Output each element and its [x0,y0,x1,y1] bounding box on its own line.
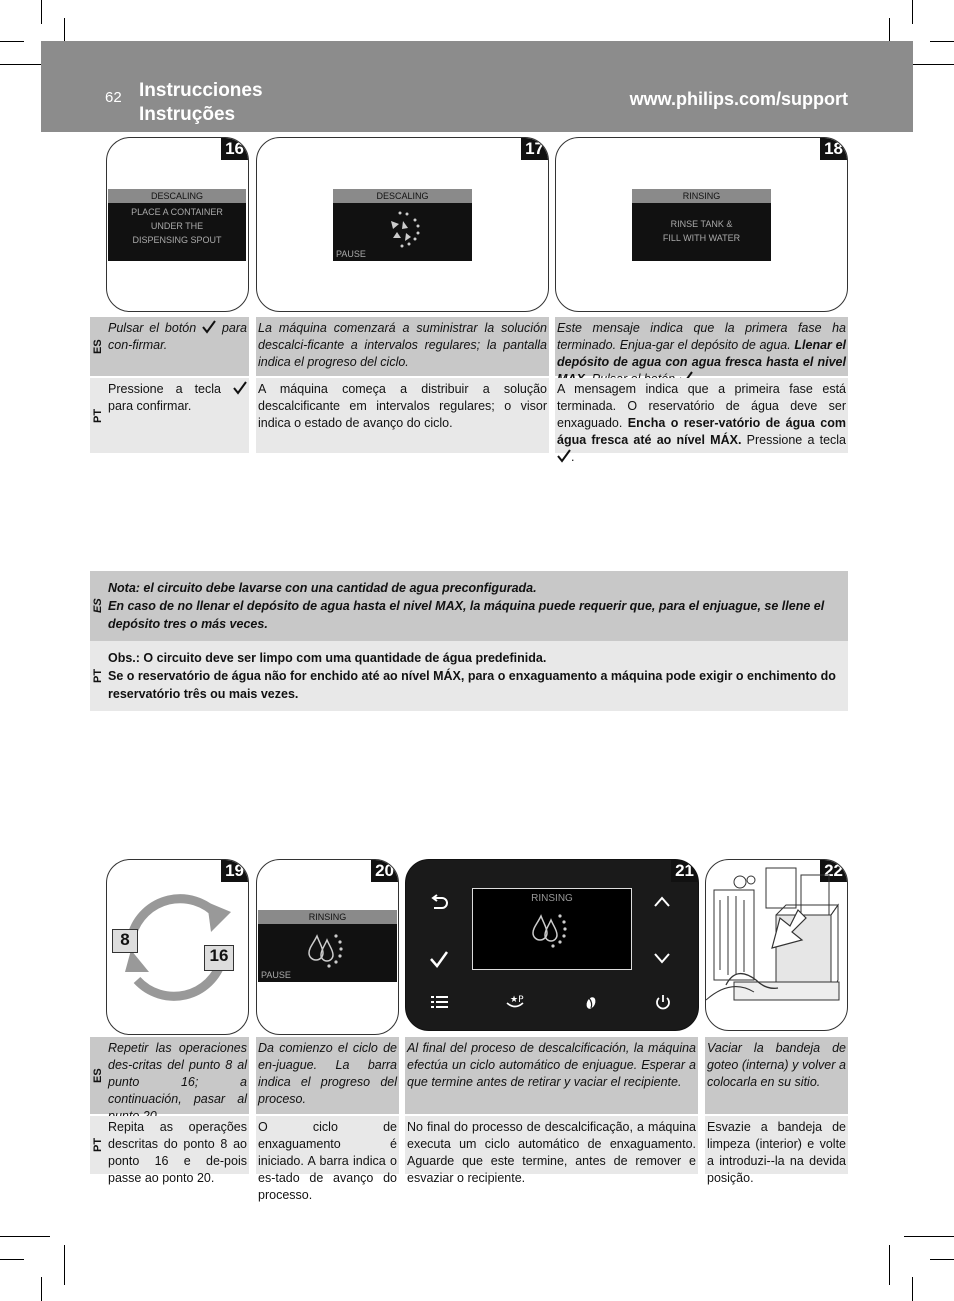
step-18-panel [555,137,848,312]
display-screen [333,189,472,261]
step-number: 18 [820,138,847,160]
confirm-check-icon[interactable] [428,948,450,970]
descaling-progress-icon [378,204,428,254]
crop-mark [904,1236,954,1237]
step-16-text-es: Pulsar el botón para con-firmar. [106,317,249,376]
step-number: 17 [521,138,548,160]
page-number: 62 [105,89,122,106]
step-17-text-pt: A máquina começa a distribuir a solução descalcificante em intervalos regulares; o visor indica o estado de avanço do ciclo. [256,378,549,453]
crop-mark [41,1277,42,1301]
note-es: ES Nota: el circuito debe lavarse con una cantidad de agua preconfigurada. En caso de no llenar el depósito de agua hasta el nivel MAX, la máquina puede requerir que, para el enjuague, se llene el depósito tres o más veces. [90,571,848,641]
back-icon[interactable] [428,892,450,914]
screen-title: DESCALING [333,189,472,203]
step-20-text-es: Da comienzo el ciclo de en-juague. La barra indica el progreso del proceso. [256,1037,399,1114]
note-pt: PT Obs.: O circuito deve ser limpo com uma quantidade de água predefinida. Se o reservatório de água não for enchido até ao nível MÁX, para o enxaguamento a máquina pode exigir o enchimento do reservatório três ou mais vezes. [90,641,848,711]
step-19-panel [106,859,249,1035]
step-reference-box: 8 [112,929,138,953]
screen-title: RINSING [258,910,397,924]
step-17-panel [256,137,549,312]
step-17-text-es: La máquina comenzará a suministrar la solución descalci-ficante a intervalos regulares; la pantalla indica el progreso del ciclo. [256,317,549,376]
display-screen: RINSING RINSE TANK & FILL WITH WATER [632,189,771,261]
display-screen [472,888,632,970]
checkmark-icon [557,449,571,463]
step-22-panel [705,859,848,1031]
menu-list-icon[interactable] [431,994,449,1010]
pause-label: PAUSE [261,970,291,980]
page-header [41,41,913,132]
step-number: 22 [820,860,847,882]
step-number: 19 [221,860,248,882]
step-20-panel [256,859,399,1035]
screen-title: RINSING [531,893,573,904]
chevron-up-icon[interactable] [652,892,672,912]
drip-tray-illustration [706,860,848,1031]
step-18-text-es: Este mensaje indica que la primera fase ha terminado. Enjua-gar el depósito de agua. Llenar el depósito de agua con agua fresca hasta el nivel [555,317,848,376]
page-title: Instrucciones Instruções [139,80,263,125]
step-number: 21 [671,860,698,882]
lang-label-es: ES [90,317,106,376]
svg-text:★P: ★P [510,995,524,1005]
water-drops-icon [303,924,353,976]
water-drops-icon [527,904,577,956]
step-16-text-pt: Pressione a tecla para confirmar. [106,378,249,453]
crop-mark [0,1236,50,1237]
step-19-text-es: Repetir las operaciones des-critas del punto 8 al punto 16; a continuación, pasar al [106,1037,249,1114]
step-22-text-pt: Esvazie a bandeja de limpeza (interior) e volte a introduzi--la na devida posição. [705,1116,848,1174]
lang-label-pt: PT [90,1116,106,1174]
crop-mark [0,1259,24,1260]
crop-mark [64,1245,65,1285]
display-screen [258,910,397,982]
screen-title: DESCALING [108,189,246,203]
crop-mark [912,0,913,24]
step-18-text-pt: A mensagem indica que a primeira fase está terminada. O reservatório de água deve ser enxaguado. Encha o reser-vatório de água com água fresca até ao nível MÁX. Pressione a tecla . [555,378,848,453]
checkmark-icon [202,320,216,334]
step-22-text-es: Vaciar la bandeja de goteo (interna) y volver a colocarla en su sitio. [705,1037,848,1114]
step-21-text-es: Al final del proceso de descalcificación, la máquina efectúa un ciclo automático de enjuague. Esperar a que termine antes de retirar y vaciar el recipiente. [405,1037,698,1114]
crop-mark [912,1277,913,1301]
power-icon[interactable] [654,993,672,1011]
step-number: 16 [221,138,248,160]
screen-title: RINSING [632,189,771,203]
crop-mark [930,41,954,42]
crop-mark [930,1259,954,1260]
pause-label: PAUSE [336,249,366,259]
chevron-down-icon[interactable] [652,948,672,968]
coffee-bean-icon[interactable] [584,995,598,1011]
lang-label-es: ES [90,1037,106,1114]
step-20-text-pt: O ciclo de enxaguamento é iniciado. A barra indica o es-tado de avanço do processo. [256,1116,399,1174]
checkmark-icon [233,381,247,395]
display-screen: DESCALING PLACE A CONTAINER UNDER THE DISPENSING SPOUT [108,189,246,261]
crop-mark [889,1245,890,1285]
step-19-text-pt: Repita as operações descritas do ponto 8 ao ponto 16 e de-pois passe ao ponto 20. [106,1116,249,1174]
step-16-panel [106,137,249,312]
support-url[interactable]: www.philips.com/support [629,89,848,109]
step-number: 20 [371,860,398,882]
step-21-text-pt: No final do processo de descalcificação, a máquina executa um ciclo automático de enxaguamento. Aguarde que este termine, antes de remover e esvaziar o recipiente. [405,1116,698,1174]
crop-mark [41,0,42,24]
favorite-drink-icon[interactable] [504,993,526,1011]
step-21-panel [405,859,699,1031]
crop-mark [0,41,24,42]
step-reference-box: 16 [204,945,234,971]
lang-label-pt: PT [90,378,106,453]
